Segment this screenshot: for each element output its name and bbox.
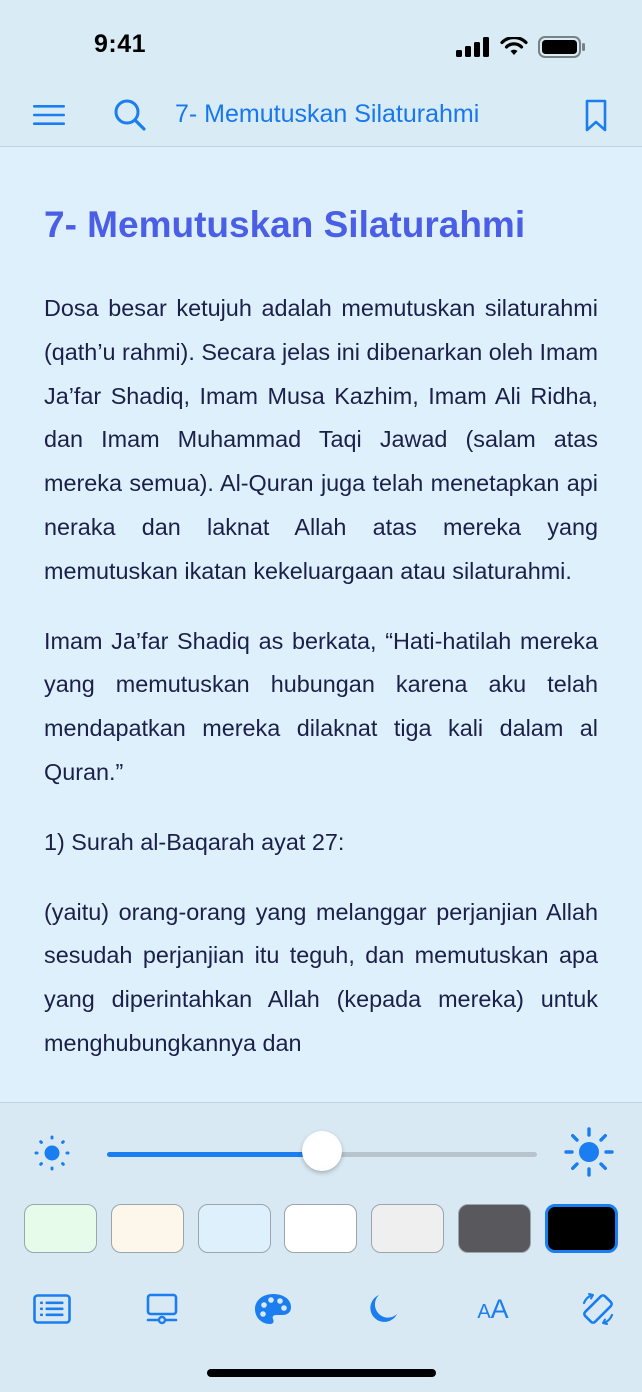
font-size-button[interactable] — [466, 1289, 520, 1329]
moon-icon — [366, 1292, 400, 1326]
rotate-icon — [580, 1291, 616, 1327]
bookmark-button[interactable] — [578, 96, 614, 136]
signal-icon — [456, 37, 490, 57]
theme-swatch-sky[interactable] — [198, 1204, 271, 1253]
brightness-high-icon — [563, 1126, 615, 1178]
hamburger-icon — [33, 105, 65, 125]
menu-button[interactable] — [30, 100, 68, 130]
brightness-slider-knob[interactable] — [302, 1131, 342, 1171]
toc-button[interactable] — [28, 1289, 76, 1329]
display-icon — [145, 1293, 179, 1325]
list-icon — [33, 1294, 71, 1324]
theme-swatch-white[interactable] — [284, 1204, 357, 1253]
theme-button[interactable] — [249, 1289, 297, 1329]
home-indicator — [207, 1369, 436, 1377]
night-mode-button[interactable] — [359, 1289, 407, 1329]
article-body — [44, 287, 598, 1092]
theme-swatch-light-gray[interactable] — [371, 1204, 444, 1253]
status-bar — [0, 0, 642, 90]
article-content[interactable] — [0, 147, 642, 1102]
paragraph: Dosa besar ketujuh adalah memutuskan silaturahmi (qath’u rahmi). Secara jelas ini dibenarkan oleh Imam Ja’far Shadiq, Imam Musa Kazhim, Imam Ali Ridha, dan Imam Muhammad Taqi Jawad (salam atas mereka semua). Al-Quran juga telah menetapkan api neraka dan laknat Allah atas mereka yang memutuskan ikatan kekeluargaan atau silaturahmi. — [44, 295, 598, 584]
theme-swatches — [24, 1204, 618, 1254]
theme-swatch-mint[interactable] — [24, 1204, 97, 1253]
brightness-low-icon — [31, 1132, 73, 1174]
paragraph: Imam Ja’far Shadiq as berkata, “Hati-hatilah mereka yang memutuskan hubungan karena aku telah mendapatkan mereka dilaknat tiga kali dalam al Quran.” — [44, 627, 598, 785]
reader-settings-panel — [0, 1102, 642, 1392]
rotation-lock-button[interactable] — [574, 1289, 622, 1329]
battery-icon — [538, 36, 586, 58]
nav-title: 7- Memutuskan Silaturahmi — [175, 100, 480, 128]
wifi-icon — [500, 37, 528, 57]
theme-swatch-black[interactable] — [545, 1204, 618, 1253]
paragraph: 1) Surah al-Baqarah ayat 27: — [44, 828, 345, 855]
search-icon — [113, 98, 147, 132]
font-size-icon: AA — [477, 1293, 509, 1324]
brightness-slider-fill — [107, 1152, 322, 1157]
status-icons — [456, 36, 586, 58]
theme-swatch-cream[interactable] — [111, 1204, 184, 1253]
theme-swatch-dark-gray[interactable] — [458, 1204, 531, 1253]
status-time: 9:41 — [94, 30, 147, 58]
bookmark-icon — [584, 99, 608, 133]
palette-icon — [253, 1292, 293, 1326]
search-button[interactable] — [110, 95, 150, 135]
display-button[interactable] — [138, 1289, 186, 1329]
nav-bar — [0, 90, 642, 147]
article-title: 7- Memutuskan Silaturahmi — [44, 204, 526, 245]
paragraph: (yaitu) orang-orang yang melanggar perjanjian Allah sesudah perjanjian itu teguh, dan memutuskan apa yang diperintahkan Allah (kepada mereka) untuk menghubungkannya dan — [44, 898, 598, 1056]
